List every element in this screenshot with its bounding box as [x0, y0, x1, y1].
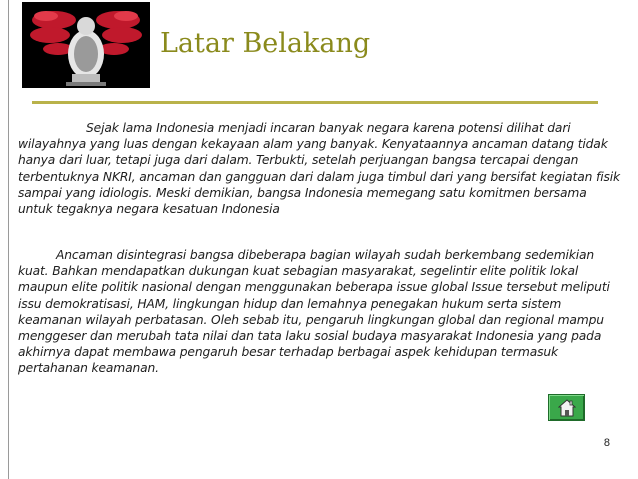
garuda-emblem-logo: [22, 2, 150, 88]
home-button[interactable]: [548, 394, 585, 421]
title-underline: [32, 101, 598, 104]
slide-title: Latar Belakang: [160, 28, 371, 59]
body-paragraph-2: Ancaman disintegrasi bangsa dibeberapa bagian wilayah sudah berkembang sedemikian kuat. Bahkan mendapatkan dukungan kuat sebagian masyarakat, segelintir elite politik lokal maupun elite politik nasional dengan menggunakan beberapa issue global Issue tersebut meliputi issu demokratisasi, HAM, lingkungan hidup dan lemahnya penegakan hukum serta sistem keamanan wilayah perbatasan. Oleh sebab itu, pengaruh lingkungan global dan regional mampu menggeser dan merubah tata nilai dan tata laku sosial budaya masyarakat Indonesia yang pada akhirnya dapat membawa pengaruh besar terhadap berbagai aspek kehidupan termasuk pertahanan keamanan.: [18, 248, 610, 376]
left-border-line: [8, 0, 9, 479]
home-icon: [558, 399, 576, 417]
body-paragraph-1: Sejak lama Indonesia menjadi incaran banyak negara karena potensi dilihat dari wilayahnya yang luas dengan kekayaan alam yang banyak. Kenyataannya ancaman datang tidak hanya dari luar, tetapi juga dari dalam. Terbukti, setelah perjuangan bangsa tercapai dengan terbentuknya NKRI, ancaman dan gangguan dari dalam juga timbul dari yang bersifat kegiatan fisik sampai yang idiologis. Meski demikian, bangsa Indonesia memegang satu komitmen bersama untuk tegaknya negara kesatuan Indonesia: [18, 121, 620, 217]
page-number: 8: [603, 437, 610, 449]
